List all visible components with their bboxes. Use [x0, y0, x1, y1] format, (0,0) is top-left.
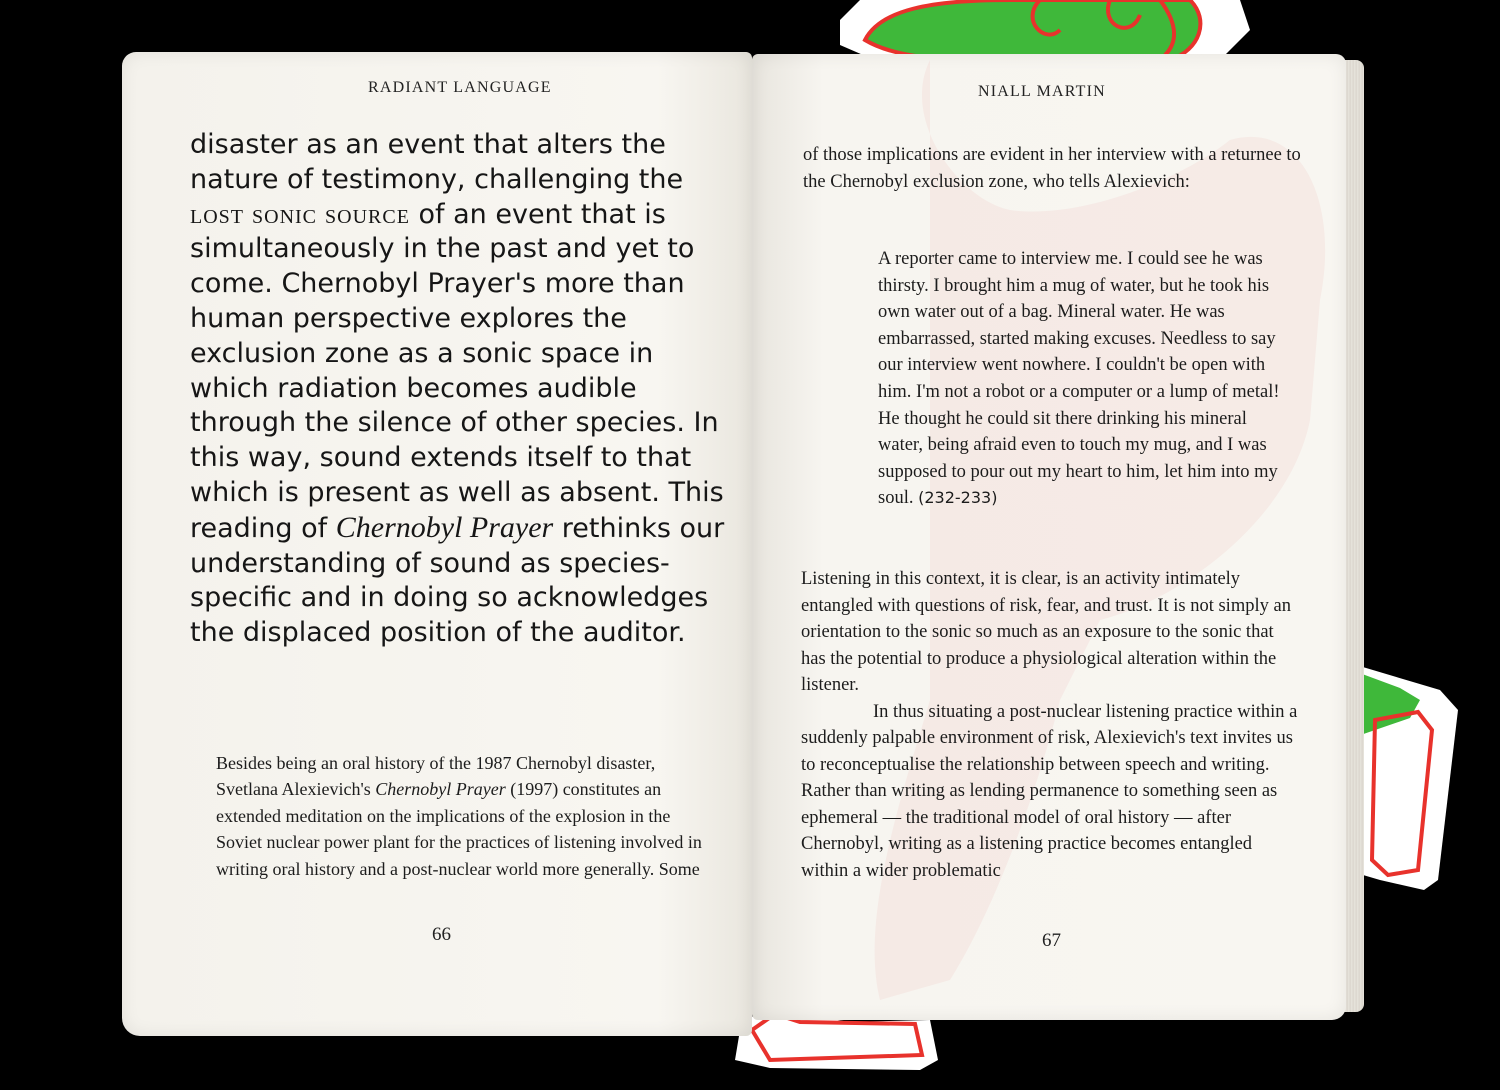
- running-head-right: NIALL MARTIN: [978, 83, 1106, 100]
- pull-quote-text-2: of an event that is simultaneously in the past and yet to come. Chernobyl Prayer's more than human perspective explores the exclusion zone as a sonic space in which radiation becomes audible through the silence of other species. In this way, sound extends itself to that which is present as well as absent. This reading of: [190, 198, 724, 544]
- right-body-paragraphs: [801, 566, 1301, 884]
- page-number-right: 67: [1042, 930, 1061, 951]
- block-quote-text: A reporter came to interview me. I could see he was thirsty. I brought him a mug of water, but he took his own water out of a bag. Mineral water. He was embarrassed, started making excuses. Needless to say our interview went nowhere. I couldn't be open with him. I'm not a robot or a computer or a lump of metal! He thought he could sit there drinking his mineral water, being afraid even to touch my mug, and I was supposed to pour out my heart to him, let him into my soul.: [878, 249, 1280, 509]
- pull-quote-italic-title: Chernobyl Prayer: [335, 510, 554, 544]
- page-number-left: 66: [432, 924, 451, 945]
- running-head-left: RADIANT LANGUAGE: [368, 79, 552, 96]
- left-body-italic-title: Chernobyl Prayer: [375, 779, 506, 800]
- pull-quote-text-1: disaster as an event that alters the nature of testimony, challenging the: [190, 129, 684, 195]
- left-body-paragraph: [216, 750, 716, 882]
- block-quote-citation: (232-233): [918, 488, 998, 508]
- right-body-paragraph-1: Listening in this context, it is clear, is an activity intimately entangled with questions of risk, fear, and trust. It is not simply an orientation to the sonic so much as an exposure to the sonic that has the potential to produce a physiological alteration within the listener.: [801, 569, 1291, 695]
- left-body-text-1: Besides being an oral history of the 1987 Chernobyl disaster, Svetlana Alexievich's: [216, 753, 656, 800]
- left-body-text-2: (1997) constitutes an extended meditation on the implications of the explosion in the Soviet nuclear power plant for the practices of listening involved in writing oral history and a post-nuclear world more generally. Some: [216, 779, 702, 879]
- right-body-intro: of those implications are evident in her interview with a returnee to the Chernobyl exclusion zone, who tells Alexievich:: [803, 145, 1301, 192]
- pull-quote-text-3: rethinks our understanding of sound as species-specific and in doing so acknowledges the displaced position of the auditor.: [190, 512, 725, 649]
- pull-quote-smallcaps: lost sonic source: [190, 198, 410, 230]
- pull-quote: [190, 128, 730, 651]
- right-body-paragraph-2: In thus situating a post-nuclear listening practice within a suddenly palpable environment of risk, Alexievich's text invites us to reconceptualise the relationship between speech and writing. Rather than writing as lending permanence to something seen as ephemeral — the traditional model of oral history — after Chernobyl, writing as a listening practice becomes entangled within a wider problematic: [801, 701, 1298, 881]
- block-quote: [878, 246, 1288, 512]
